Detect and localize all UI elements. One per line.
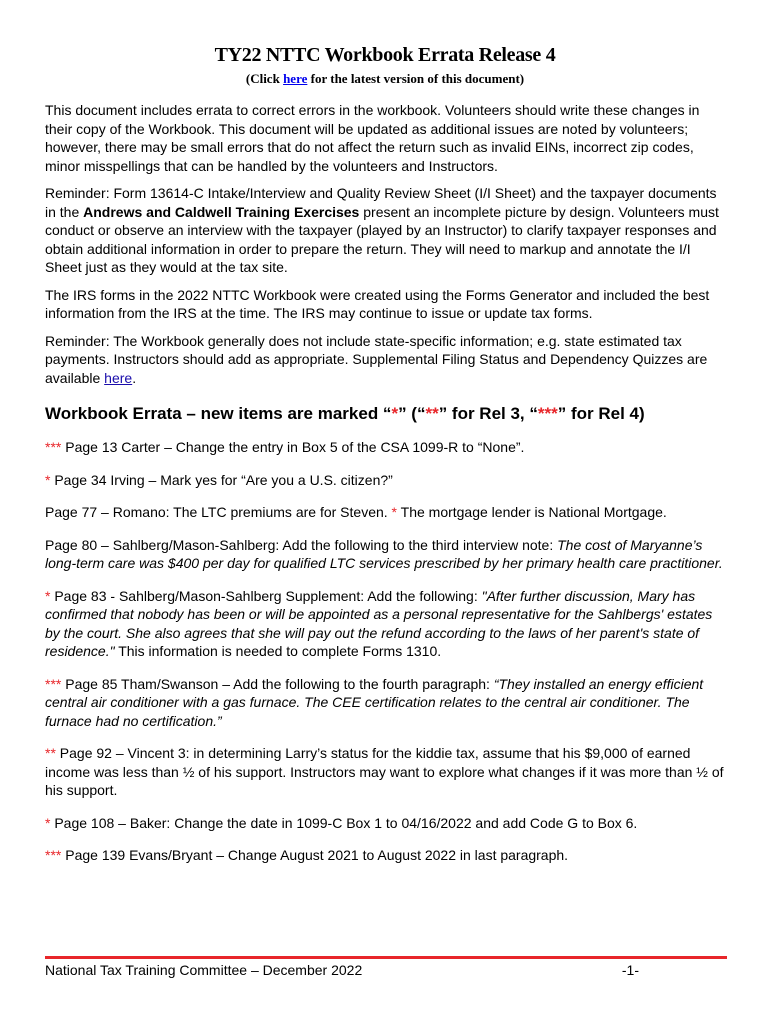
heading-text-1: Workbook Errata – new items are marked “ [45,404,392,423]
item-marker: *** [45,675,62,692]
state-info-text-a: Reminder: The Workbook generally does not include state-specific information; e.g. state estimated tax payments. Instructors should add as appropriate. Supplemental Filing Status and Dependency Quizzes are available [45,332,708,386]
subtitle-suffix: for the latest version of this document) [307,71,525,86]
item-marker: * [45,814,51,831]
item-text-b: The mortgage lender is National Mortgage. [397,504,667,520]
item-text-b: This information is needed to complete Forms 1310. [114,643,442,659]
state-info-paragraph [45,332,725,388]
item-marker: * [391,504,397,520]
errata-item-page-13 [45,438,725,457]
intro-paragraph: This document includes errata to correct errors in the workbook. Volunteers should write these changes in their copy of the Workbook. This document will be updated as additional issues are noted by volunteers; however, there may be small errors that do not affect the return such as invalid EINs, incorrect zip codes, minor misspellings that can be handled by the volunteers and Instructors. [45,102,700,174]
errata-item-page-139 [45,846,725,865]
reminder-text-a: Reminder: Form 13614-C Intake/Interview and Quality Review Sheet (I/I Sheet) and the taxpayer documents in the [45,185,717,220]
errata-item-page-80 [45,536,725,573]
footer-divider [45,956,727,959]
errata-item-page-108 [45,814,725,833]
errata-heading [45,404,725,424]
item-marker: *** [45,439,62,455]
item-text: Page 80 – Sahlberg/Mason-Sahlberg: Add the following to the third interview note: [45,536,558,553]
errata-item-page-77 [45,503,725,522]
page-number: -1- [621,962,639,978]
reminder-text-b: present an incomplete picture by design. Volunteers must conduct or observe an interview with the taxpayer (played by an Instructor) to clarify taxpayer responses and obtain additional information in order to prepare the return. They will need to markup and annotate the I/I Sheet just as they would at the tax site. [45,203,719,275]
page-footer [45,962,639,978]
heading-marker-2: ** [425,404,439,423]
item-marker: * [45,587,51,604]
document-title: TY22 NTTC Workbook Errata Release 4 [214,44,556,66]
item-text-a: Page 83 - Sahlberg/Mason-Sahlberg Supplement: Add the following: [50,587,482,604]
item-text: Page 108 – Baker: Change the date in 1099-C Box 1 to 04/16/2022 and add Code G to Box 6. [50,814,638,831]
training-exercises-bold: Andrews and Caldwell Training Exercises [83,203,360,220]
item-text: Page 34 Irving – Mark yes for “Are you a U.S. citizen?” [50,471,393,488]
item-text: Page 13 Carter – Change the entry in Box 5 of the CSA 1099-R to “None”. [61,439,525,455]
irs-forms-paragraph: The IRS forms in the 2022 NTTC Workbook were created using the Forms Generator and included the best information from the IRS at the time. The IRS may continue to issue or update tax forms. [45,286,710,321]
heading-text-2: ” (“ [398,404,426,423]
errata-item-page-83 [45,587,725,661]
heading-marker-1: * [391,404,399,423]
latest-version-link[interactable]: here [283,71,308,86]
item-text: Page 139 Evans/Bryant – Change August 2021 to August 2022 in last paragraph. [61,847,569,863]
item-marker: ** [45,745,56,761]
document-page [45,44,725,879]
state-info-text-b: . [132,369,137,386]
heading-text-4: ” for Rel 4) [557,404,645,423]
item-marker: *** [45,847,62,863]
item-italic-note: "After further discussion, Mary has confirmed that nobody has been or will be appointed as a personal representative for the Sahlbergs' estates by the court. She also agrees that she will pay out the refund according to the laws of her parent's state of residence." [45,587,713,659]
errata-item-page-34 [45,471,725,490]
document-subtitle [45,71,725,87]
item-marker: * [45,471,51,488]
heading-marker-3: *** [537,404,558,423]
quizzes-link[interactable]: here [104,369,133,386]
errata-item-page-92 [45,744,725,800]
reminder-paragraph [45,184,725,277]
heading-text-3: ” for Rel 3, “ [438,404,538,423]
item-text: Page 92 – Vincent 3: in determining Larry’s status for the kiddie tax, assume that his $9,000 of earned income was less than ½ of his support. Instructors may want to explore what changes if it was more than ½ of his support. [45,745,724,798]
footer-organization: National Tax Training Committee – December 2022 [45,962,363,978]
item-italic-note: “They installed an energy efficient central air conditioner with a gas furnace. The CEE certification relates to the central air conditioner. The furnace had no certification.” [45,675,704,729]
item-italic-note: The cost of Maryanne’s long-term care was $400 per day for qualified LTC services prescribed by her primary health care practitioner. [45,536,723,571]
subtitle-prefix: (Click [245,71,284,86]
item-text-a: Page 77 – Romano: The LTC premiums are for Steven. [45,504,392,520]
item-text: Page 85 Tham/Swanson – Add the following to the fourth paragraph: [61,675,494,692]
errata-item-page-85 [45,675,725,731]
